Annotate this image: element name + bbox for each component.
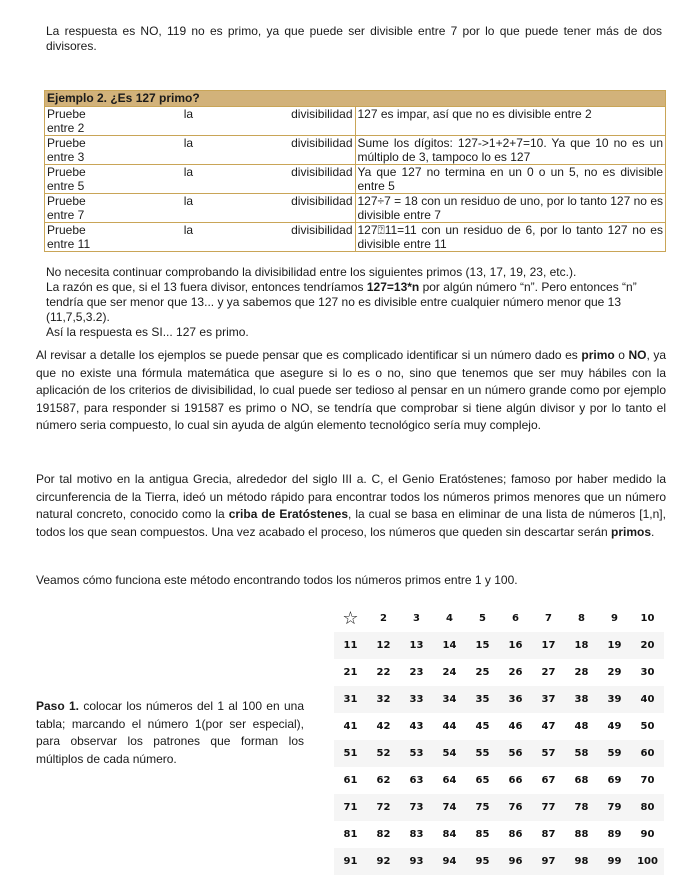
test-cell: Pruebe la divisibilidad entre 5 <box>45 165 356 194</box>
grid-number-cell: 40 <box>631 686 664 713</box>
grid-row <box>334 848 664 875</box>
grid-number-cell: 91 <box>334 848 367 875</box>
paragraph-method-intro: Veamos cómo funciona este método encontrando todos los números primos entre 1 y 100. <box>36 573 518 587</box>
grid-number-cell: 82 <box>376 829 391 840</box>
grid-number-cell: 45 <box>475 721 490 732</box>
grid-number-cell: 85 <box>475 829 490 840</box>
grid-number-cell: 42 <box>376 721 391 732</box>
grid-number-cell: 25 <box>475 667 490 678</box>
grid-number-cell: 92 <box>367 848 400 875</box>
example-2-table <box>44 90 666 252</box>
grid-number-cell: 20 <box>631 632 664 659</box>
grid-number-cell: 37 <box>532 686 565 713</box>
grid-number-cell: 41 <box>343 721 358 732</box>
test-cell: Pruebe la divisibilidad entre 7 <box>45 194 356 223</box>
grid-number-cell: 12 <box>367 632 400 659</box>
grid-number-cell: 30 <box>640 667 655 678</box>
grid-number-cell: 35 <box>466 686 499 713</box>
grid-number-cell: 24 <box>442 667 457 678</box>
table-row <box>45 223 666 252</box>
grid-row <box>334 632 664 659</box>
grid-number-cell: 48 <box>574 721 589 732</box>
grid-number-cell: 16 <box>499 632 532 659</box>
grid-number-cell: 8 <box>578 613 585 624</box>
note-continue: No necesita continuar comprobando la divisibilidad entre los siguientes primos (13, 17, 19, 23, etc.). <box>46 265 577 279</box>
grid-number-cell: 46 <box>508 721 523 732</box>
test-cell: Pruebe la divisibilidad entre 3 <box>45 136 356 165</box>
grid-row <box>334 605 664 632</box>
table-row <box>45 107 666 136</box>
grid-number-cell: 23 <box>409 667 424 678</box>
grid-number-cell: 15 <box>466 632 499 659</box>
test-cell: Pruebe la divisibilidad entre 2 <box>45 107 356 136</box>
example-notes <box>46 265 662 340</box>
grid-number-cell: 58 <box>565 740 598 767</box>
grid-number-cell: 47 <box>541 721 556 732</box>
grid-row <box>334 659 664 686</box>
table-row <box>45 136 666 165</box>
star-icon: ☆ <box>342 608 359 629</box>
grid-number-cell: 97 <box>532 848 565 875</box>
grid-number-cell: 5 <box>479 613 486 624</box>
grid-number-cell: 53 <box>400 740 433 767</box>
grid-number-cell: 31 <box>334 686 367 713</box>
grid-number-cell: 34 <box>433 686 466 713</box>
grid-row <box>334 713 664 740</box>
grid-number-cell: 36 <box>499 686 532 713</box>
grid-number-cell: 90 <box>640 829 655 840</box>
table-row <box>45 194 666 223</box>
grid-number-cell: 84 <box>442 829 457 840</box>
grid-number-cell: 33 <box>400 686 433 713</box>
grid-number-cell: 96 <box>499 848 532 875</box>
grid-number-cell: 14 <box>433 632 466 659</box>
grid-number-cell: 62 <box>376 775 391 786</box>
grid-number-cell: 95 <box>466 848 499 875</box>
grid-row <box>334 686 664 713</box>
grid-number-cell: 39 <box>598 686 631 713</box>
grid-number-cell: 94 <box>433 848 466 875</box>
grid-number-cell: 65 <box>475 775 490 786</box>
grid-number-cell: 63 <box>409 775 424 786</box>
grid-number-cell: 75 <box>466 794 499 821</box>
grid-number-cell: 28 <box>574 667 589 678</box>
grid-number-cell: 6 <box>512 613 519 624</box>
grid-number-cell: 83 <box>409 829 424 840</box>
grid-number-cell: 2 <box>380 613 387 624</box>
intro-paragraph: La respuesta es NO, 119 no es primo, ya que puede ser divisible entre 7 por lo que puede tener más de dos divisores. <box>46 24 662 53</box>
grid-number-cell: 19 <box>598 632 631 659</box>
grid-number-cell: 60 <box>631 740 664 767</box>
example-title: Ejemplo 2. ¿Es 127 primo? <box>45 91 666 107</box>
grid-number-cell: 56 <box>499 740 532 767</box>
grid-number-cell: 55 <box>466 740 499 767</box>
paragraph-eratosthenes: Por tal motivo en la antigua Grecia, alrededor del siglo III a. C, el Genio Eratóstenes; famoso por haber medido la circunferencia de la Tierra, ideó un método rápido para encontrar todos los números primos menores que un número natural concreto, conocido como la criba de Eratóstenes, la cual se basa en eliminar de una lista de números [1,n], todos los que sean compuestos. Una vez acabado el proceso, los números que queden sin descartar serán primos. <box>36 472 666 539</box>
grid-number-cell: 54 <box>433 740 466 767</box>
grid-number-cell: 77 <box>532 794 565 821</box>
grid-number-cell: 21 <box>343 667 358 678</box>
grid-number-cell: 69 <box>607 775 622 786</box>
note-answer: Así la respuesta es SI... 127 es primo. <box>46 325 249 339</box>
grid-number-cell: 80 <box>631 794 664 821</box>
grid-number-cell: 79 <box>598 794 631 821</box>
grid-number-cell: 86 <box>508 829 523 840</box>
grid-number-cell: 52 <box>367 740 400 767</box>
grid-number-cell: 76 <box>499 794 532 821</box>
grid-number-cell: 64 <box>442 775 457 786</box>
grid-number-cell: 98 <box>565 848 598 875</box>
grid-number-cell: 51 <box>334 740 367 767</box>
grid-number-cell: 38 <box>565 686 598 713</box>
grid-number-cell: 61 <box>343 775 358 786</box>
grid-number-cell: 72 <box>367 794 400 821</box>
numbers-1-100-grid <box>334 605 664 875</box>
grid-number-cell: 27 <box>541 667 556 678</box>
grid-row <box>334 821 664 848</box>
grid-number-cell: 29 <box>607 667 622 678</box>
grid-number-cell: 7 <box>545 613 552 624</box>
grid-number-cell: 4 <box>446 613 453 624</box>
grid-number-cell: 32 <box>367 686 400 713</box>
paragraph-complexity: Al revisar a detalle los ejemplos se puede pensar que es complicado identificar si un número dado es primo o NO, ya que no existe una fórmula matemática que asegure si lo es o no, sino que tenemos que ser muy hábiles con la aplicación de los criterios de divisibilidad, lo cual puede ser tedioso al pensar en un número grande como por ejemplo 191587, para responder si 191587 es primo o NO, se tendría que comprobar si tiene algún divisor y por lo tanto el número seria compuesto, lo cual sin ayuda de algún elemento tecnológico sería muy complejo. <box>36 348 667 433</box>
grid-number-cell: 9 <box>611 613 618 624</box>
grid-number-cell: 88 <box>574 829 589 840</box>
grid-number-cell: 13 <box>400 632 433 659</box>
step-1-text: Paso 1. colocar los números del 1 al 100 en una tabla; marcando el número 1(por ser especial), para observar los patrones que forman los múltiplos de cada número. <box>36 699 304 766</box>
grid-number-cell: 78 <box>565 794 598 821</box>
grid-number-cell: 100 <box>631 848 664 875</box>
table-row <box>45 165 666 194</box>
grid-number-cell: 43 <box>409 721 424 732</box>
grid-number-cell: 3 <box>413 613 420 624</box>
result-cell: 127⍰11=11 con un residuo de 6, por lo tanto 127 no es divisible entre 11 <box>355 223 666 252</box>
grid-row <box>334 767 664 794</box>
grid-number-cell: 99 <box>598 848 631 875</box>
grid-number-cell: 93 <box>400 848 433 875</box>
grid-number-cell: 73 <box>400 794 433 821</box>
grid-row <box>334 740 664 767</box>
grid-number-cell: 67 <box>541 775 556 786</box>
grid-number-cell: 87 <box>541 829 556 840</box>
grid-number-cell: 10 <box>640 613 655 624</box>
grid-number-cell: 66 <box>508 775 523 786</box>
grid-number-cell: 81 <box>343 829 358 840</box>
grid-number-cell: 44 <box>442 721 457 732</box>
result-cell: 127÷7 = 18 con un residuo de uno, por lo tanto 127 no es divisible entre 7 <box>355 194 666 223</box>
grid-number-cell: 89 <box>607 829 622 840</box>
grid-number-cell: 22 <box>376 667 391 678</box>
grid-number-cell: 18 <box>565 632 598 659</box>
grid-number-cell: 11 <box>334 632 367 659</box>
grid-number-cell: 17 <box>532 632 565 659</box>
grid-number-cell: 70 <box>640 775 655 786</box>
result-cell: Ya que 127 no termina en un 0 o un 5, no es divisible entre 5 <box>355 165 666 194</box>
grid-number-cell: 74 <box>433 794 466 821</box>
grid-number-cell: 26 <box>508 667 523 678</box>
grid-number-cell: 68 <box>574 775 589 786</box>
note-reason: La razón es que, si el 13 fuera divisor, entonces tendríamos 127=13*n por algún número “n”. Pero entonces “n” tendría que ser menor que 13... y ya sabemos que 127 no es divisible entre cualquier número menor que 13 (11,7,5,3.2). <box>46 280 637 324</box>
grid-number-cell: 49 <box>607 721 622 732</box>
test-cell: Pruebe la divisibilidad entre 11 <box>45 223 356 252</box>
grid-number-cell: 50 <box>640 721 655 732</box>
result-cell: Sume los dígitos: 127->1+2+7=10. Ya que 10 no es un múltiplo de 3, tampoco lo es 127 <box>355 136 666 165</box>
result-cell: 127 es impar, así que no es divisible entre 2 <box>355 107 666 136</box>
grid-number-cell: 59 <box>598 740 631 767</box>
grid-row <box>334 794 664 821</box>
grid-number-cell: 57 <box>532 740 565 767</box>
grid-number-cell: 71 <box>334 794 367 821</box>
